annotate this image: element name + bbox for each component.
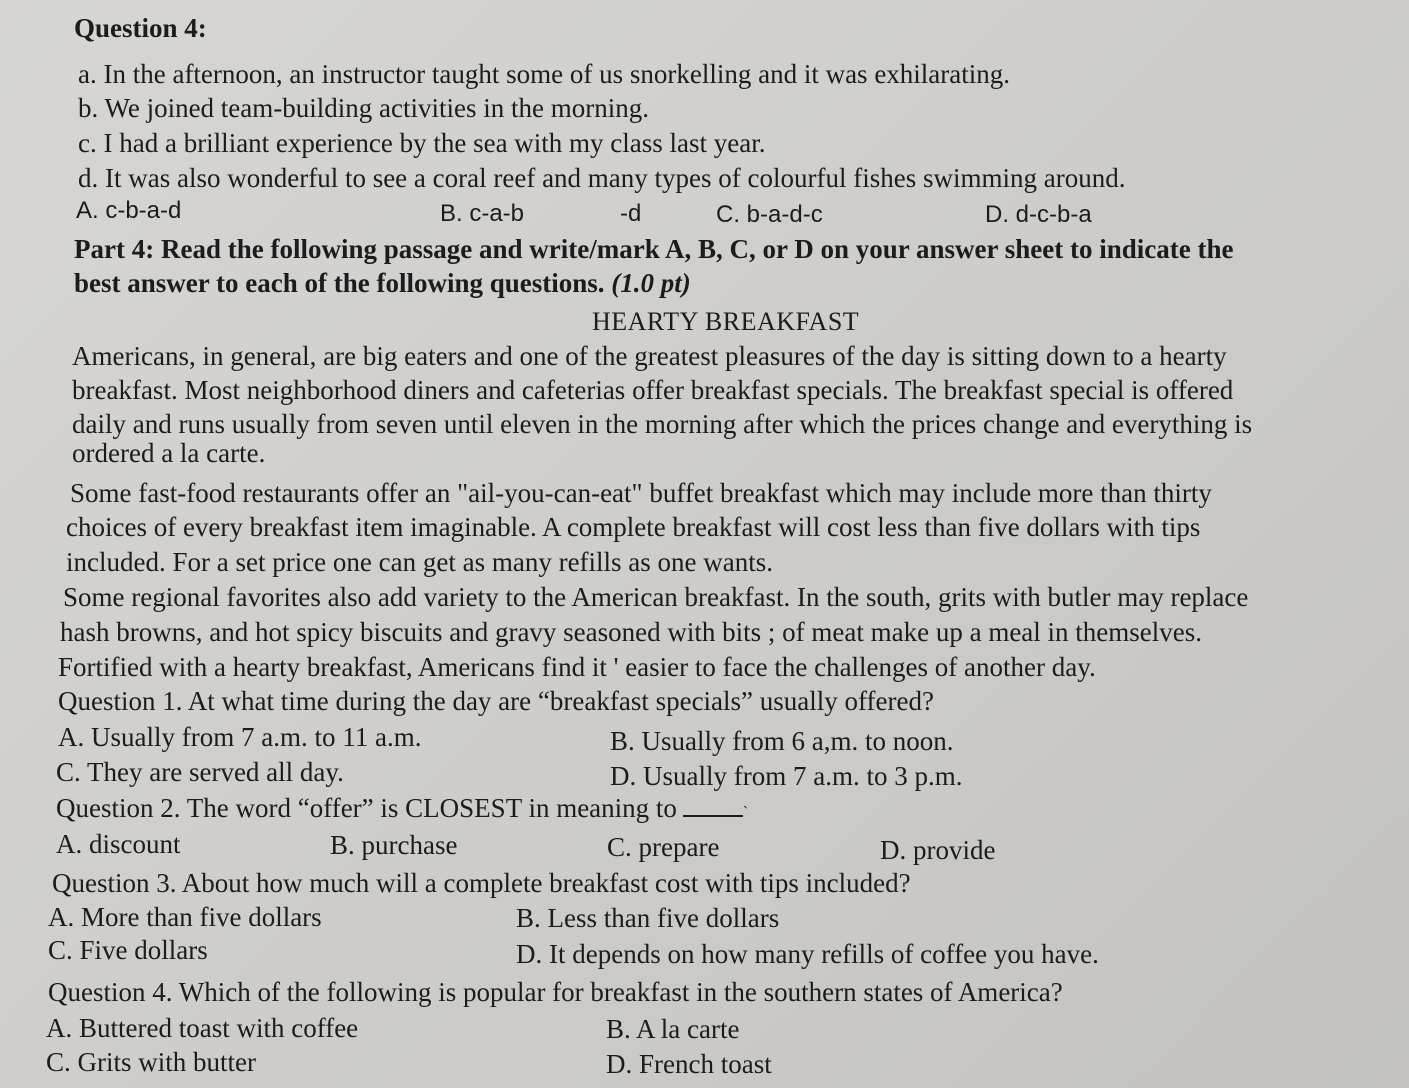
question-2-prompt: Question 2. The word “offer” is CLOSEST in meaning to [56,793,677,823]
passage-line-7: included. For a set price one can get as many refills as one wants. [66,547,774,577]
question4-item-b: b. We joined team-building activities in the morning. [78,93,649,123]
question-3-option-d: D. It depends on how many refills of coffee you have. [516,939,1099,969]
question-4-option-a: A. Buttered toast with coffee [46,1013,359,1043]
part4-points: (1.0 pt) [611,268,691,298]
question-1-option-d: D. Usually from 7 a.m. to 3 p.m. [610,761,963,791]
question4-item-d: d. It was also wonderful to see a coral reef and many types of colourful fishes swimming around. [78,163,1126,193]
question-2-option-d: D. provide [880,835,996,865]
question-4-option-d: D. French toast [606,1049,772,1079]
question4-item-a: a. In the afternoon, an instructor taught some of us snorkelling and it was exhilarating. [78,59,1011,89]
question4-heading: Question 4: [74,13,207,43]
question-2-text [56,792,748,829]
part4-heading-line1: Part 4: Read the following passage and write/mark A, B, C, or D on your answer sheet to indicate the [74,234,1234,264]
passage-line-9: hash browns, and hot spicy biscuits and gravy seasoned with bits ; of meat make up a meal in themselves. [60,617,1203,647]
question4-option-c: C. b-a-d-c [716,201,823,228]
question4-option-d: D. d-c-b-a [985,201,1092,228]
passage-line-8: Some regional favorites also add variety to the American breakfast. In the south, grits with butler may replace [63,582,1249,612]
question-2-blank-end: ` [742,804,749,821]
question4-option-b: B. c-a-b [440,200,525,227]
question-4-option-c: C. Grits with butter [46,1047,256,1077]
passage-line-10: Fortified with a hearty breakfast, Americans find it ' easier to face the challenges of another day. [58,652,1096,682]
question4-option-a: A. c-b-a-d [76,197,182,224]
part4-heading-instruction: best answer to each of the following questions. [74,268,605,298]
passage-line-4: ordered a la carte. [72,438,266,468]
question-3-text: Question 3. About how much will a complete breakfast cost with tips included? [52,868,911,898]
question-1-text: Question 1. At what time during the day are “breakfast specials” usually offered? [58,686,934,716]
question-2-option-a: A. discount [56,829,181,859]
question-3-option-a: A. More than five dollars [48,902,322,932]
question-1-option-c: C. They are served all day. [56,757,344,787]
question-3-option-c: C. Five dollars [48,935,208,965]
question-4-text: Question 4. Which of the following is popular for breakfast in the southern states of America? [48,977,1063,1007]
question4-item-c: c. I had a brilliant experience by the sea with my class last year. [78,128,766,158]
question-2-option-c: C. prepare [607,832,720,862]
passage-line-6: choices of every breakfast item imaginable. A complete breakfast will cost less than five dollars with tips [66,512,1201,542]
part4-heading-line2 [74,267,691,299]
question-1-option-a: A. Usually from 7 a.m. to 11 a.m. [58,722,422,752]
question-2-option-b: B. purchase [330,830,458,860]
passage-line-3: daily and runs usually from seven until eleven in the morning after which the prices change and everything is [72,409,1253,439]
question-3-option-b: B. Less than five dollars [516,903,780,933]
passage-title: HEARTY BREAKFAST [592,307,860,336]
answer-blank [683,795,743,817]
question-1-option-b: B. Usually from 6 a,m. to noon. [610,726,954,756]
question4-option-b-tail: -d [620,200,642,227]
passage-line-1: Americans, in general, are big eaters and one of the greatest pleasures of the day is sitting down to a hearty [72,341,1227,371]
question-4-option-b: B. A la carte [606,1014,740,1044]
passage-line-2: breakfast. Most neighborhood diners and cafeterias offer breakfast specials. The breakfast special is offered [72,375,1234,405]
passage-line-5: Some fast-food restaurants offer an "ail-you-can-eat" buffet breakfast which may include more than thirty [70,478,1212,508]
